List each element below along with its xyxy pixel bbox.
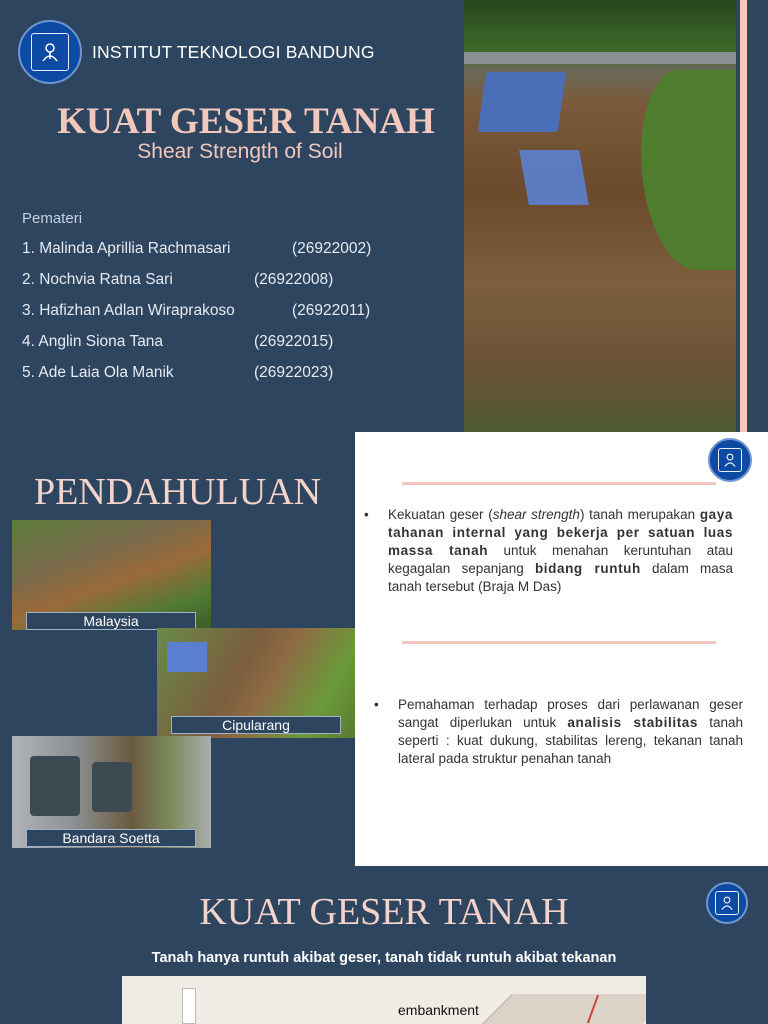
divider [402, 641, 716, 644]
bullet-dot-icon: • [374, 697, 379, 712]
photo-grass [641, 70, 736, 270]
logo-emblem [31, 33, 68, 70]
photo-tarp [478, 72, 566, 132]
photo-tunnel [30, 756, 80, 816]
logo-emblem [718, 448, 743, 473]
ganesha-icon [722, 452, 738, 468]
presenter-id: (26922023) [254, 364, 334, 381]
photo-caption: Cipularang [171, 716, 341, 734]
text: ) tanah merupakan [579, 507, 700, 522]
presenter-id: (26922015) [254, 333, 334, 350]
itb-logo-icon [706, 882, 748, 924]
accent-bar [740, 0, 747, 432]
embankment-diagram [122, 976, 646, 1024]
photo-tunnel [92, 762, 132, 812]
left-panel [0, 432, 355, 866]
text: tanah seperti : kuat dukung, stabilitas lereng, tekanan tanah lateral pada struktur penahan tanah [398, 715, 743, 766]
presenter-name: 2. Nochvia Ratna Sari [22, 271, 173, 288]
photo-caption: Malaysia [26, 612, 196, 630]
itb-logo-icon [18, 20, 82, 84]
title-slide [0, 0, 768, 432]
introduction-slide [0, 432, 768, 866]
bullet-dot-icon: • [364, 507, 369, 522]
logo-emblem [715, 891, 739, 915]
text-bold: bidang runtuh [534, 561, 641, 576]
divider [402, 482, 716, 485]
presenter-row [22, 333, 442, 353]
presenter-row [22, 271, 442, 291]
diagram-post [182, 988, 196, 1024]
presenter-name: 3. Hafizhan Adlan Wiraprakoso [22, 302, 235, 319]
slide-title: KUAT GESER TANAH [57, 101, 435, 142]
presenter-row [22, 364, 442, 384]
presenter-id: (26922008) [254, 271, 334, 288]
text-bold: gaya tahanan internal yang bekerja per satuan luas massa tanah [388, 507, 733, 558]
presenters-label: Pemateri [22, 210, 83, 227]
ganesha-icon [39, 41, 61, 63]
understanding-bullet [374, 696, 743, 768]
presenter-name: 1. Malinda Aprillia Rachmasari [22, 240, 231, 257]
text: dalam masa tanah tersebut (Braja M Das) [388, 561, 733, 594]
institute-name: INSTITUT TEKNOLOGI BANDUNG [92, 42, 375, 62]
shear-strength-slide [0, 866, 768, 1024]
slide-title: KUAT GESER TANAH [199, 891, 569, 933]
presenter-id: (26922011) [292, 302, 371, 319]
slide-title: PENDAHULUAN [33, 471, 322, 513]
text: Pemahaman terhadap proses dari perlawanan geser sangat diperlukan untuk [398, 697, 743, 730]
embankment-label: embankment [398, 1002, 479, 1018]
ganesha-icon [719, 895, 735, 911]
landslide-photo [464, 0, 736, 432]
presenter-name: 4. Anglin Siona Tana [22, 333, 164, 350]
presenter-name: 5. Ade Laia Ola Manik [22, 364, 174, 381]
presenter-id: (26922002) [292, 240, 372, 257]
slide-subtitle: Tanah hanya runtuh akibat geser, tanah tidak runtuh akibat tekanan [151, 950, 617, 966]
photo-tarp [167, 642, 207, 672]
diagram-slope [472, 994, 646, 1024]
text-italic: shear strength [492, 507, 580, 522]
definition-bullet [364, 506, 733, 596]
itb-logo-icon [708, 438, 752, 482]
presenter-row [22, 240, 442, 260]
presenter-row [22, 302, 442, 322]
photo-road [464, 52, 736, 64]
text-bold: analisis stabilitas [567, 715, 699, 730]
slide-subtitle: Shear Strength of Soil [137, 140, 343, 163]
text: untuk menahan keruntuhan atau kegagalan sepanjang [388, 543, 733, 576]
photo-caption: Bandara Soetta [26, 829, 196, 847]
text: Kekuatan geser ( [388, 507, 493, 522]
photo-tarp [519, 150, 589, 205]
